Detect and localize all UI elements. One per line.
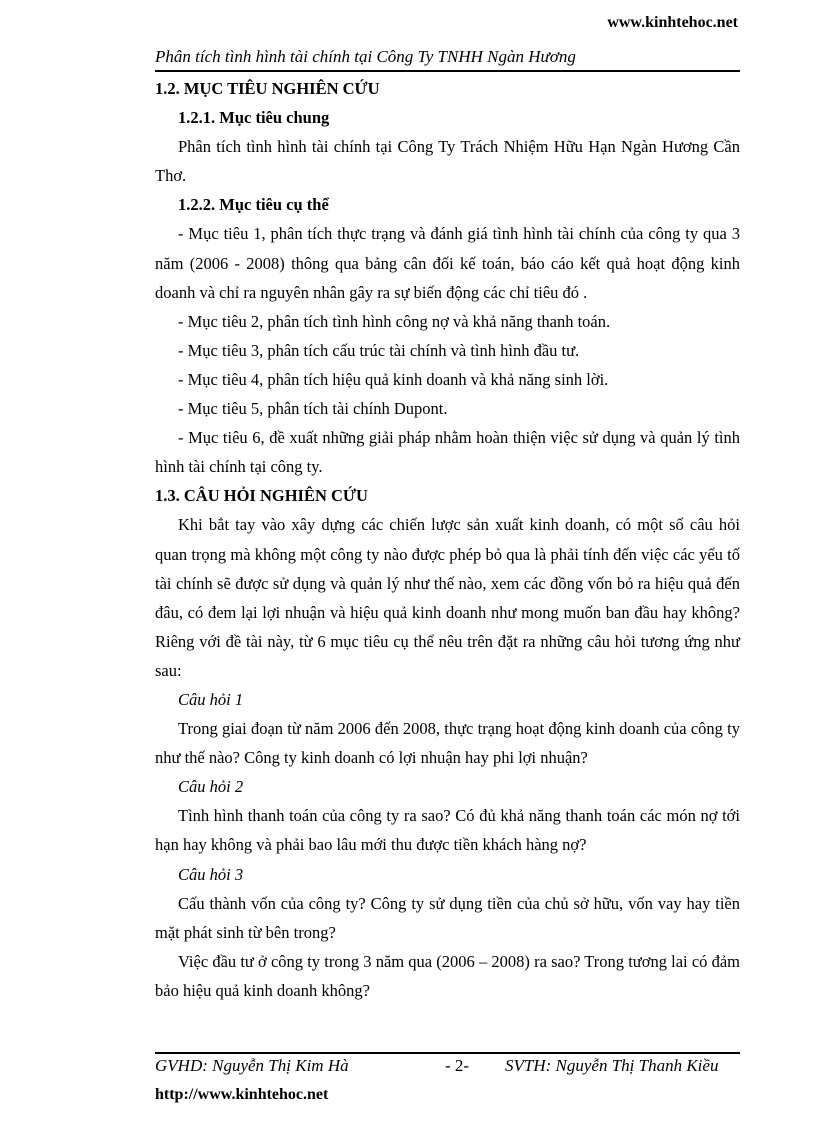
- page-number: - 2-: [445, 1056, 470, 1075]
- header-divider: [155, 70, 740, 72]
- goal-item-5: - Mục tiêu 5, phân tích tài chính Dupont.: [178, 399, 448, 419]
- section-heading-1-2: 1.2. MỤC TIÊU NGHIÊN CỨU: [155, 79, 380, 98]
- advisor-name: GVHD: Nguyễn Thị Kim Hà: [155, 1056, 349, 1075]
- student-name: SVTH: Nguyễn Thị Thanh Kiều: [505, 1056, 719, 1075]
- top-site-url: www.kinhtehoc.net: [607, 14, 738, 31]
- goal-item-4: - Mục tiêu 4, phân tích hiệu quả kinh doanh và khả năng sinh lời.: [178, 369, 609, 389]
- running-header-title: Phân tích tình hình tài chính tại Công Ty TNHH Ngàn Hương: [155, 47, 576, 66]
- question-2-text: Tình hình thanh toán của công ty ra sao? Có đủ khả năng thanh toán các món nợ tới hạn hay không và phải bao lâu mới thu được tiền khách hàng nợ?: [155, 806, 740, 855]
- goal-item-2: - Mục tiêu 2, phân tích tình hình công nợ và khả năng thanh toán.: [178, 311, 611, 331]
- page-body: [155, 74, 740, 1005]
- question-3-text: Cấu thành vốn của công ty? Công ty sử dụng tiền của chủ sở hữu, vốn vay hay tiền mặt phát sinh từ bên trong?: [155, 893, 740, 942]
- section-heading-1-3: 1.3. CÂU HỎI NGHIÊN CỨU: [155, 486, 368, 506]
- goal-item-6: - Mục tiêu 6, đề xuất những giải pháp nhằm hoàn thiện việc sử dụng và quản lý tình hình tài chính tại công ty.: [155, 428, 740, 477]
- goal-item-3: - Mục tiêu 3, phân tích cấu trúc tài chính và tình hình đầu tư.: [178, 340, 580, 360]
- research-questions-intro: Khi bắt tay vào xây dựng các chiến lược sản xuất kinh doanh, có một số câu hỏi quan trọng mà không một công ty nào được phép bỏ qua là phải tính đến việc các yếu tố tài chính sẽ được sử dụng và quản lý như thế nào, xem các đồng vốn bỏ ra hiệu quả đến đâu, có đem lại lợi nhuận và hiệu quả kinh doanh như mong muốn ban đầu hay không? Riêng với đề tài này, từ 6 mục tiêu cụ thể nêu trên đặt ra những câu hỏi tương ứng như sau:: [155, 515, 740, 680]
- question-3-label: Câu hỏi 3: [178, 864, 244, 884]
- question-3-text-continued: Việc đầu tư ở công ty trong 3 năm qua (2006 – 2008) ra sao? Trong tương lai có đảm bảo hiệu quả kinh doanh không?: [155, 951, 740, 1000]
- goal-item-1: - Mục tiêu 1, phân tích thực trạng và đánh giá tình hình tài chính của công ty qua 3 năm (2006 - 2008) thông qua bảng cân đối kế toán, báo cáo kết quả hoạt động kinh doanh và chỉ ra nguyên nhân gây ra sự biến động các chỉ tiêu đó .: [155, 224, 740, 302]
- question-1-text: Trong giai đoạn từ năm 2006 đến 2008, thực trạng hoạt động kinh doanh của công ty như thế nào? Công ty kinh doanh có lợi nhuận hay phi lợi nhuận?: [155, 719, 740, 768]
- subsection-heading-1-2-2: 1.2.2. Mục tiêu cụ thể: [178, 195, 329, 215]
- general-goal-paragraph: Phân tích tình hình tài chính tại Công Ty Trách Nhiệm Hữu Hạn Ngàn Hương Cần Thơ.: [155, 137, 740, 186]
- question-1-label: Câu hỏi 1: [178, 689, 244, 709]
- question-2-label: Câu hỏi 2: [178, 777, 244, 797]
- footer-divider: [155, 1052, 740, 1054]
- subsection-heading-1-2-1: 1.2.1. Mục tiêu chung: [178, 108, 330, 128]
- bottom-site-url[interactable]: http://www.kinhtehoc.net: [155, 1086, 329, 1103]
